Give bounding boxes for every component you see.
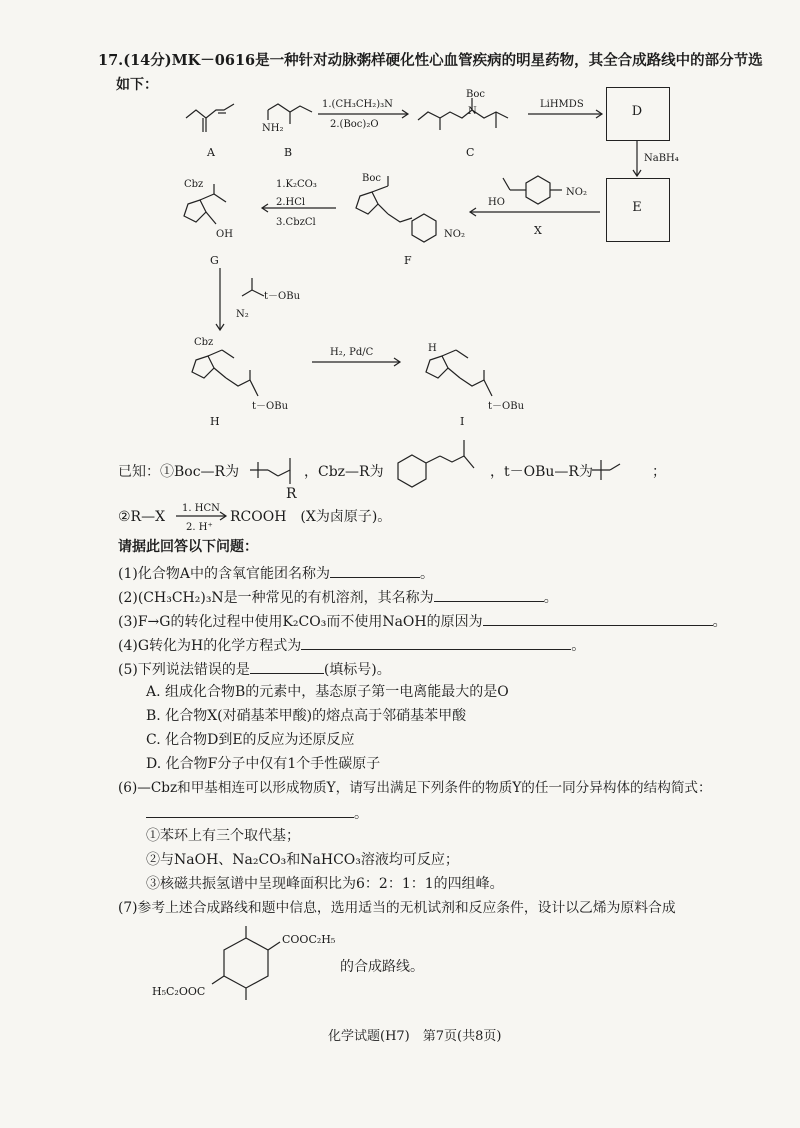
q5-option-a: A. 组成化合物B的元素中，基态原子第一电离能最大的是O [146, 684, 509, 700]
q5-option-d: D. 化合物F分子中仅有1个手性碳原子 [146, 756, 381, 772]
atom-c-n: N [468, 106, 477, 117]
label-b: B [284, 146, 293, 159]
cond-fg-1: 1.K₂CO₃ [276, 179, 317, 190]
cond-cd: LiHMDS [540, 99, 584, 110]
q4: (4)G转化为H的化学方程式为 。 [118, 635, 585, 655]
q7-target-structure [212, 926, 280, 1000]
q5-option-c: C. 化合物D到E的反应为还原反应 [146, 732, 355, 748]
known-1-r: R [286, 486, 297, 502]
label-c: C [466, 146, 475, 159]
question-17-header-cont: 如下： [116, 77, 158, 93]
cond-de: NaBH₄ [644, 153, 679, 164]
q6-cond-3: ③核磁共振氢谱中呈现峰面积比为6：2：1：1的四组峰。 [146, 876, 504, 892]
atom-f-no2: NO₂ [444, 229, 465, 240]
q4-answer-blank[interactable] [301, 635, 571, 650]
questions-intro: 请据此回答以下问题： [118, 539, 258, 555]
known-2-cond2: 2. H⁺ [186, 522, 213, 533]
q5: (5)下列说法错误的是 (填标号)。 [118, 659, 391, 679]
known-1c: ，t－OBu—R为 [490, 464, 593, 480]
atom-i-h: H [428, 343, 437, 354]
atom-h-cbz: Cbz [194, 337, 214, 348]
known-1d: ； [652, 464, 666, 480]
known-2b: RCOOH (X为卤原子)。 [230, 509, 392, 525]
cond-fg-3: 3.CbzCl [276, 217, 316, 228]
q5-option-b: B. 化合物X(对硝基苯甲酸)的熔点高于邻硝基苯甲酸 [146, 708, 467, 724]
compound-c-structure [418, 98, 508, 130]
atom-x-ho: HO [488, 197, 505, 208]
atom-h-tobu: t－OBu [252, 401, 289, 412]
atom-x-no2: NO₂ [566, 187, 587, 198]
label-x: X [534, 224, 542, 237]
atom-b-nh2: NH₂ [262, 123, 284, 134]
q3-answer-blank[interactable] [483, 611, 713, 626]
label-i: I [460, 415, 465, 428]
cond-ab-2: 2.(Boc)₂O [330, 119, 379, 130]
q3: (3)F→G的转化过程中使用K₂CO₃而不使用NaOH的原因为 。 [118, 611, 727, 631]
question-17-header: 17.(14分)MK－0616是一种针对动脉粥样硬化性心血管疾病的明星药物，其全合成路线中的部分节选 [98, 52, 763, 69]
atom-i-tobu: t－OBu [488, 401, 525, 412]
atom-g-oh: OH [216, 229, 233, 240]
cond-hi: H₂, Pd/C [330, 347, 374, 358]
q7-end: 的合成路线。 [340, 959, 424, 975]
q6-blank-line: 。 [146, 803, 368, 823]
q6-cond-1: ①苯环上有三个取代基； [146, 828, 300, 844]
q6: (6)—Cbz和甲基相连可以形成物质Y，请写出满足下列条件的物质Y的任一同分异构体的结构简式： [118, 780, 712, 796]
label-g: G [210, 254, 219, 267]
atom-c-boc: Boc [466, 89, 485, 100]
q6-answer-blank[interactable] [146, 803, 354, 818]
compound-x-structure [503, 176, 562, 204]
label-h: H [210, 415, 220, 428]
label-a: A [207, 146, 215, 159]
compound-e-label: E [632, 200, 642, 215]
q6-cond-2: ②与NaOH、Na₂CO₃和NaHCO₃溶液均可反应； [146, 852, 459, 868]
tobu-structure [592, 460, 620, 480]
page-footer: 化学试题(H7) 第7页(共8页) [328, 1029, 502, 1044]
cbz-structure [398, 440, 474, 487]
known-1b: ，Cbz—R为 [304, 464, 384, 480]
atom-f-boc: Boc [362, 173, 381, 184]
cond-fg-2: 2.HCl [276, 197, 306, 208]
cond-ab-1: 1.(CH₃CH₂)₃N [322, 99, 393, 110]
q2: (2)(CH₃CH₂)₃N是一种常见的有机溶剂，其名称为 。 [118, 587, 558, 607]
q7: (7)参考上述合成路线和题中信息，选用适当的无机试剂和反应条件，设计以乙烯为原料合成 [118, 900, 676, 916]
atom-n2: N₂ [236, 309, 249, 320]
known-2a: ②R—X [118, 509, 166, 525]
q1: (1)化合物A中的含氧官能团名称为 。 [118, 563, 434, 583]
label-f: F [404, 254, 412, 267]
known-1a: 已知：①Boc—R为 [118, 464, 240, 480]
q5-answer-blank[interactable] [250, 659, 324, 674]
atom-g-cbz: Cbz [184, 179, 204, 190]
q2-answer-blank[interactable] [434, 587, 544, 602]
boc-structure [250, 458, 290, 484]
compound-h-structure [192, 350, 258, 396]
cond-gh: t－OBu [264, 291, 301, 302]
compound-a-structure [186, 104, 234, 132]
known-2-cond1: 1. HCN [182, 503, 220, 514]
q7-sub-2: H₅C₂OOC [152, 985, 206, 998]
compound-d-label: D [631, 104, 643, 119]
q7-sub-1: COOC₂H₅ [282, 933, 336, 946]
q1-answer-blank[interactable] [330, 563, 420, 578]
